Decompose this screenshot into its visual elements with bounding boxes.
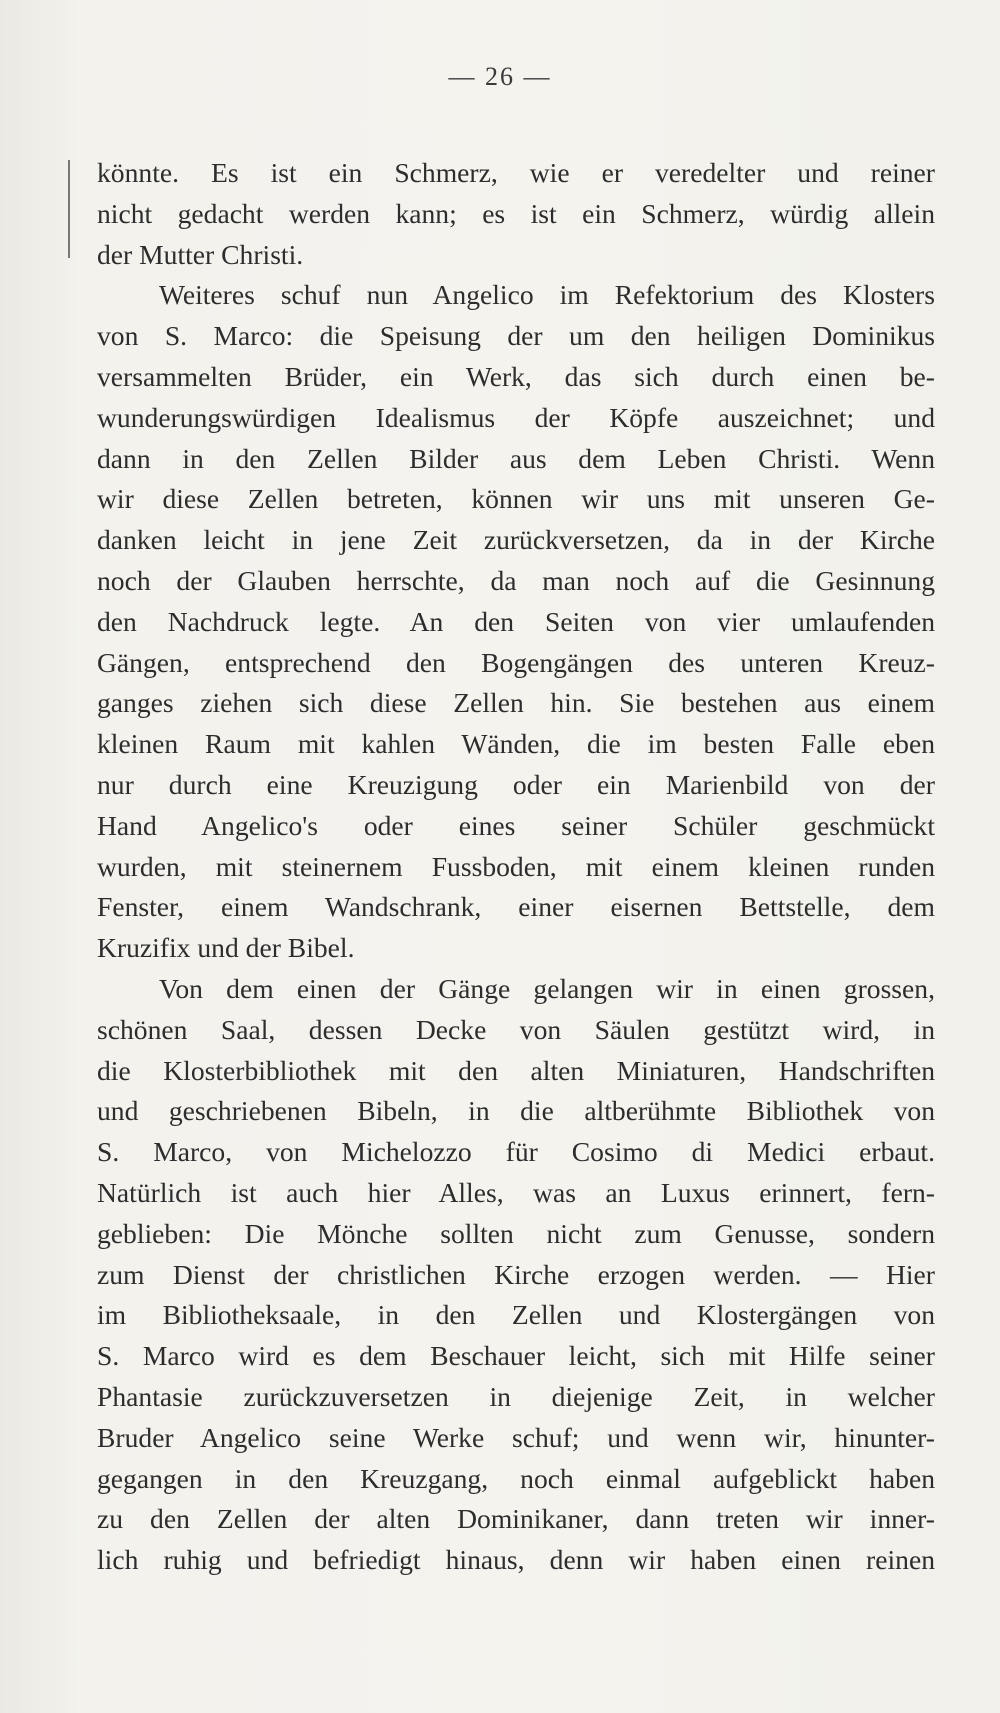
text-line: kleinen Raum mit kahlen Wänden, die im besten Falle eben xyxy=(97,728,935,760)
text-line: Weiteres schuf nun Angelico im Refektorium des Klosters xyxy=(159,279,935,311)
text-line: wurden, mit steinernem Fussboden, mit einem kleinen runden xyxy=(97,850,935,882)
text-line: nur durch eine Kreuzigung oder ein Marienbild von der xyxy=(97,768,935,800)
text-line: Kruzifix und der Bibel. xyxy=(97,932,355,964)
text-line: könnte. Es ist ein Schmerz, wie er veredelter und reiner xyxy=(97,157,935,188)
page-number: — 26 — xyxy=(448,62,552,91)
text-line: dann in den Zellen Bilder aus dem Leben Christi. Wenn xyxy=(97,442,935,474)
text-line: den Nachdruck legte. An den Seiten von vier umlaufenden xyxy=(97,605,935,637)
text-line: Fenster, einem Wandschrank, einer eisernen Bettstelle, dem xyxy=(97,891,935,923)
text-line: danken leicht in jene Zeit zurückversetzen, da in der Kirche xyxy=(97,524,935,556)
text-line: S. Marco, von Michelozzo für Cosimo di Medici erbaut. xyxy=(97,1136,935,1168)
text-line: wir diese Zellen betreten, können wir uns mit unseren Ge- xyxy=(97,483,935,515)
margin-mark xyxy=(68,160,70,258)
text-line: ganges ziehen sich diese Zellen hin. Sie bestehen aus einem xyxy=(97,687,935,719)
text-line: wunderungswürdigen Idealismus der Köpfe auszeichnet; und xyxy=(97,401,935,433)
text-line: von S. Marco: die Speisung der um den heiligen Dominikus xyxy=(97,320,935,352)
text-line: und geschriebenen Bibeln, in die altberühmte Bibliothek von xyxy=(97,1095,935,1127)
text-line: versammelten Brüder, ein Werk, das sich durch einen be- xyxy=(97,360,935,392)
text-line: lich ruhig und befriedigt hinaus, denn wir haben einen reinen xyxy=(97,1544,935,1576)
text-line: noch der Glauben herrschte, da man noch auf die Gesinnung xyxy=(97,564,935,596)
text-line: schönen Saal, dessen Decke von Säulen gestützt wird, in xyxy=(97,1013,935,1045)
text-line: geblieben: Die Mönche sollten nicht zum Genusse, sondern xyxy=(97,1217,935,1249)
text-line: S. Marco wird es dem Beschauer leicht, sich mit Hilfe seiner xyxy=(97,1340,935,1372)
text-line: zum Dienst der christlichen Kirche erzogen werden. — Hier xyxy=(97,1258,935,1290)
text-line: Hand Angelico's oder eines seiner Schüler geschmückt xyxy=(97,809,935,841)
text-line: zu den Zellen der alten Dominikaner, dann treten wir inner- xyxy=(97,1503,935,1535)
text-line: Gängen, entsprechend den Bogengängen des unteren Kreuz- xyxy=(97,646,935,678)
text-line: der Mutter Christi. xyxy=(97,238,304,270)
text-line: im Bibliotheksaale, in den Zellen und Klostergängen von xyxy=(97,1299,935,1331)
text-line: Phantasie zurückzuversetzen in diejenige Zeit, in welcher xyxy=(97,1380,935,1412)
text-line: die Klosterbibliothek mit den alten Miniaturen, Handschriften xyxy=(97,1054,935,1086)
text-line: nicht gedacht werden kann; es ist ein Schmerz, würdig allein xyxy=(97,197,935,229)
text-line: Bruder Angelico seine Werke schuf; und wenn wir, hinunter- xyxy=(97,1421,935,1453)
body-text xyxy=(97,153,935,1581)
text-line: Natürlich ist auch hier Alles, was an Luxus erinnert, fern- xyxy=(97,1176,935,1208)
text-line: gegangen in den Kreuzgang, noch einmal aufgeblickt haben xyxy=(97,1462,935,1494)
text-line: Von dem einen der Gänge gelangen wir in einen grossen, xyxy=(159,972,935,1004)
